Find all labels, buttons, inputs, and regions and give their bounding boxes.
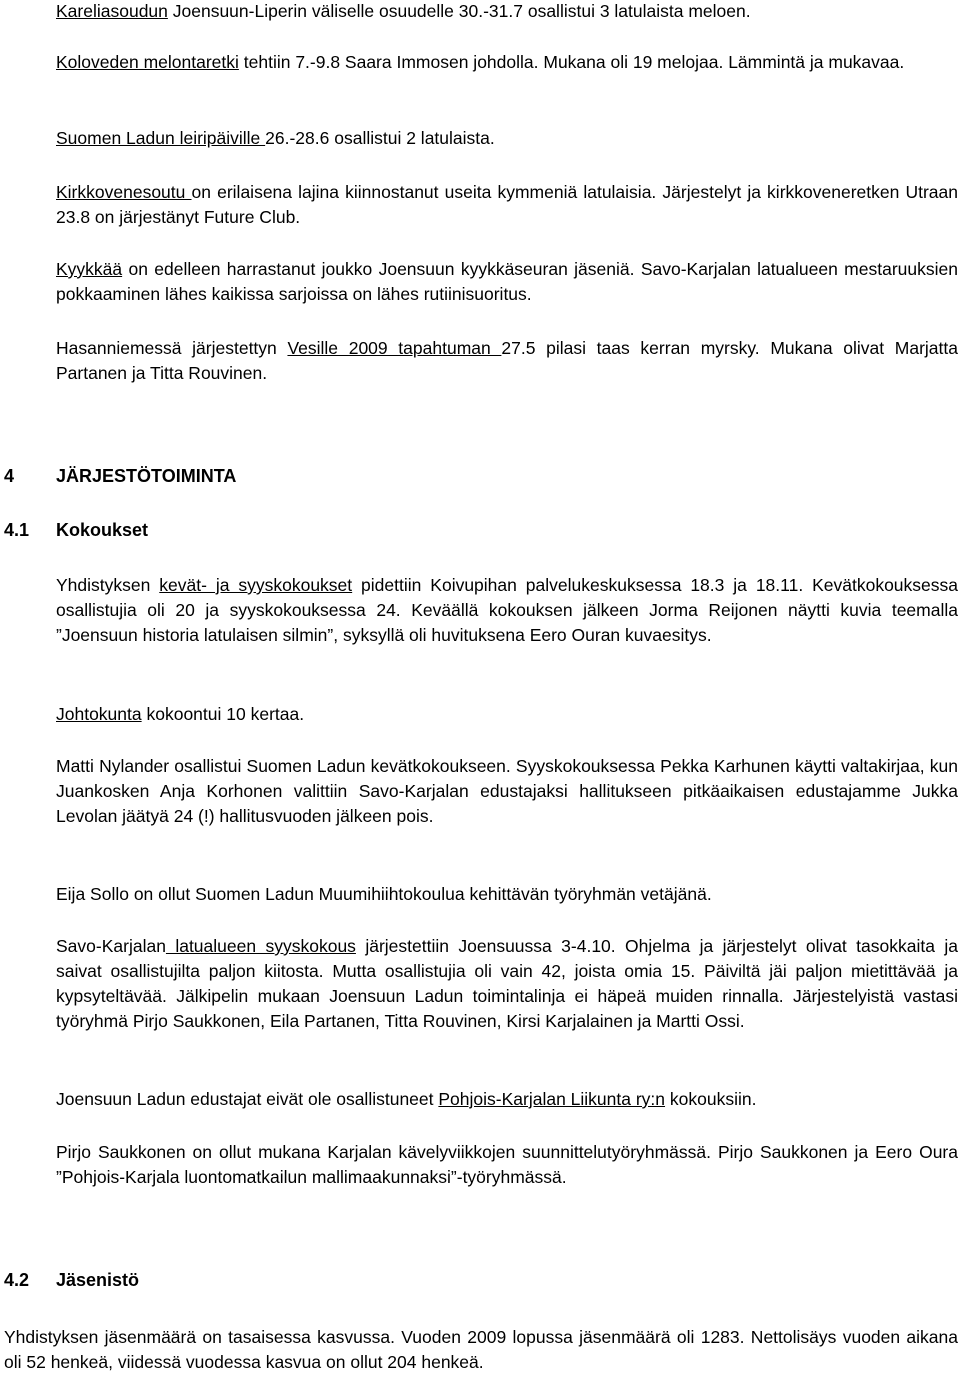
paragraph-text: Yhdistyksen jäsenmäärä on tasaisessa kasvussa. Vuoden 2009 lopussa jäsenmäärä oli 1283. Nettolisäys vuoden aikana oli 52 henkeä, viidessä vuodessa kasvua on ollut 204 henkeä.: [4, 1327, 958, 1372]
heading-title: JÄRJESTÖTOIMINTA: [56, 466, 237, 486]
link-kyykkaa[interactable]: Kyykkää: [56, 259, 123, 279]
paragraph-text: Joensuun Ladun edustajat eivät ole osallistuneet: [56, 1089, 439, 1109]
paragraph-text: Pirjo Saukkonen on ollut mukana Karjalan kävelyviikkojen suunnittelutyöryhmässä. Pirjo Saukkonen ja Eero Oura ”Pohjois-Karjala luontomatkailun mallimaakunnaksi”-työryhmässä.: [56, 1142, 958, 1187]
heading-title: Jäsenistö: [56, 1270, 140, 1290]
paragraph-kolovesi: [56, 50, 958, 75]
paragraph-kavelyviikot: [56, 1140, 958, 1190]
paragraph-text: Joensuun-Liperin väliselle osuudelle 30.-31.7 osallistui 3 latulaista meloen.: [167, 1, 751, 21]
paragraph-text: 27.5 pilasi taas kerran myrsky. Mukana olivat Marjatta Partanen ja Titta Rouvinen.: [56, 338, 958, 383]
link-koloveden-melontaretki[interactable]: Koloveden melontaretki: [56, 52, 239, 72]
paragraph-liikunta-ry: [56, 1087, 958, 1112]
heading-number: 4: [4, 466, 15, 486]
paragraph-text: 26.-28.6 osallistui 2 latulaista.: [265, 128, 495, 148]
paragraph-kirkkovenesoutu: [56, 180, 958, 230]
paragraph-johtokunta: [56, 702, 958, 727]
link-vesille-2009[interactable]: Vesille 2009 tapahtuman: [287, 338, 502, 358]
paragraph-text: Hasanniemessä järjestettyn: [56, 338, 288, 358]
paragraph-text: pidettiin Koivupihan palvelukeskuksessa 18.3 ja 18.11. Kevätkokouksessa osallistujia oli 20 ja syyskokouksessa 24. Keväällä kokouksen jälkeen Jorma Reijonen näytti kuvia teemalla ”Joensuun historia latulaisen silmin”, syksyllä oli huvituksena Eero Ouran kuvaesitys.: [56, 575, 958, 645]
link-suomen-ladun-leiripaivat[interactable]: Suomen Ladun leiripäiville: [56, 128, 266, 148]
paragraph-text: kokoontui 10 kertaa.: [141, 704, 305, 724]
paragraph-text: on erilaisena lajina kiinnostanut useita kymmeniä latulaisia. Järjestelyt ja kirkkoveneretken Utraan 23.8 on järjestänyt Future Club.: [56, 182, 958, 227]
paragraph-muumihiihtokoulu: [56, 882, 958, 907]
paragraph-text: Matti Nylander osallistui Suomen Ladun kevätkokoukseen. Syyskokouksessa Pekka Karhunen käytti valtakirjaa, kun Juankosken Anja Korhonen valittiin Savo-Karjalan edustajaksi hallitukseen pitkäaikaisen edustajamme Jukka Levolan jäätyä 24 (!) hallitusvuoden jälkeen pois.: [56, 756, 958, 826]
heading-section-4-1: [4, 520, 148, 541]
paragraph-vesille: [56, 336, 958, 386]
paragraph-text: tehtiin 7.-9.8 Saara Immosen johdolla. Mukana oli 19 melojaa. Lämmintä ja mukavaa.: [238, 52, 905, 72]
paragraph-kevatkokous: [56, 754, 958, 829]
link-kareliasoudun[interactable]: Kareliasoudun: [56, 1, 168, 21]
paragraph-leiripaivat: [56, 126, 958, 151]
paragraph-text: kokouksiin.: [665, 1089, 757, 1109]
paragraph-text: Savo-Karjalan: [56, 936, 166, 956]
link-kirkkovenesoutu[interactable]: Kirkkovenesoutu: [56, 182, 192, 202]
paragraph-text: järjestettiin Joensuussa 3-4.10. Ohjelma ja järjestelyt olivat tasokkaita ja saivat osallistujilta paljon kiitosta. Mutta osallistujia oli vain 42, joista omia 15. Päiviltä jäi paljon mietittävää ja kypsyteltävää. Jälkipelin mukaan Joensuun Ladun toimintalinja ei häpeä muiden rinnalla. Järjestelyistä vastasi työryhmä Pirjo Saukkonen, Eila Partanen, Titta Rouvinen, Kirsi Karjalainen ja Martti Ossi.: [56, 936, 958, 1031]
paragraph-kyykka: [56, 257, 958, 307]
link-johtokunta[interactable]: Johtokunta: [56, 704, 142, 724]
paragraph-text: Yhdistyksen: [56, 575, 160, 595]
heading-title: Kokoukset: [56, 520, 149, 540]
heading-number: 4.1: [4, 520, 30, 540]
heading-section-4: [4, 466, 236, 487]
heading-section-4-2: [4, 1270, 139, 1291]
paragraph-text: Eija Sollo on ollut Suomen Ladun Muumihiihtokoulua kehittävän työryhmän vetäjänä.: [56, 884, 712, 904]
paragraph-jasenisto: [4, 1325, 958, 1375]
paragraph-text: on edelleen harrastanut joukko Joensuun kyykkäseuran jäseniä. Savo-Karjalan latualueen mestaruuksien pokkaaminen lähes kaikissa sarjoissa on lähes rutiinisuoritus.: [56, 259, 958, 304]
link-latualueen-syyskokous[interactable]: latualueen syyskokous: [165, 936, 356, 956]
link-pohjois-karjalan-liikunta[interactable]: Pohjois-Karjalan Liikunta ry:n: [438, 1089, 666, 1109]
paragraph-syyskokous: [56, 934, 958, 1034]
paragraph-kareliasoutu: [56, 0, 958, 24]
heading-number: 4.2: [4, 1270, 30, 1290]
paragraph-kokoukset: [56, 573, 958, 648]
link-kevat-ja-syyskokoukset[interactable]: kevät- ja syyskokoukset: [159, 575, 353, 595]
